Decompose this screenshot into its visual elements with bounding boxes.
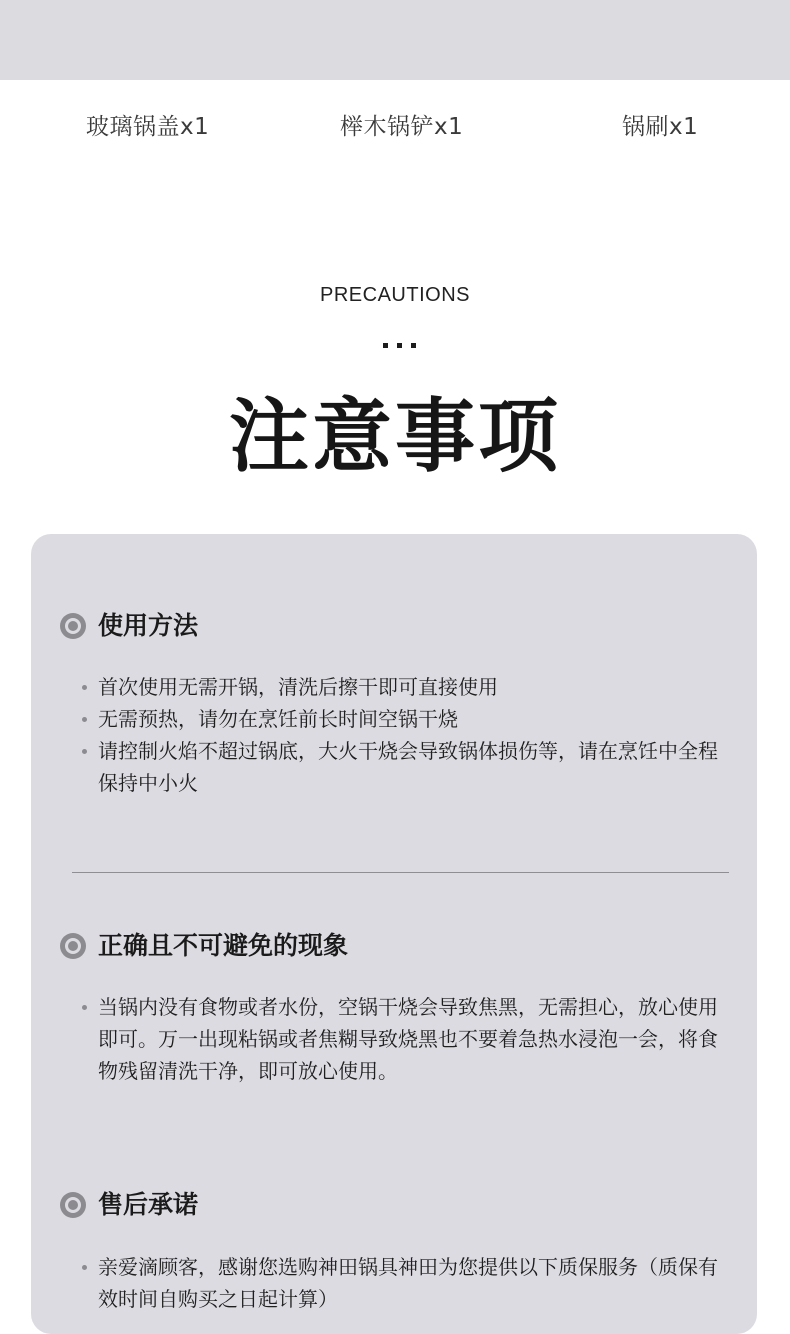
list-item: 请控制火焰不超过锅底，大火干烧会导致锅体损伤等，请在烹饪中全程保持中小火	[80, 735, 720, 799]
list-item: 无需预热，请勿在烹饪前长时间空锅干烧	[80, 703, 720, 735]
phenomena-list	[80, 991, 720, 1087]
ring-bullet-icon	[60, 613, 86, 639]
usage-list	[80, 671, 720, 799]
page-title: 注意事项	[229, 390, 561, 483]
after-sales-list	[80, 1251, 720, 1315]
section-divider	[72, 872, 729, 873]
accessory-glass-lid: 玻璃锅盖x1	[86, 114, 210, 140]
ring-bullet-icon	[60, 1192, 86, 1218]
accessory-pot-brush: 锅刷x1	[622, 114, 699, 140]
list-item: 首次使用无需开锅，清洗后擦干即可直接使用	[80, 671, 720, 703]
english-section-title: PRECAUTIONS	[320, 284, 470, 306]
top-image-strip	[0, 0, 790, 80]
ring-bullet-icon	[60, 933, 86, 959]
list-item: 亲爱滴顾客，感谢您选购神田锅具神田为您提供以下质保服务（质保有效时间自购买之日起计算）	[80, 1251, 720, 1315]
section-title: 售后承诺	[98, 1190, 199, 1219]
list-item: 当锅内没有食物或者水份，空锅干烧会导致焦黑，无需担心，放心使用即可。万一出现粘锅或者焦糊导致烧黑也不要着急热水浸泡一会，将食物残留清洗干净，即可放心使用。	[80, 991, 720, 1087]
ellipsis-dots-icon	[383, 343, 419, 349]
section-title: 正确且不可避免的现象	[98, 931, 349, 960]
accessory-wooden-spatula: 榉木锅铲x1	[340, 114, 464, 140]
section-title: 使用方法	[98, 611, 199, 640]
